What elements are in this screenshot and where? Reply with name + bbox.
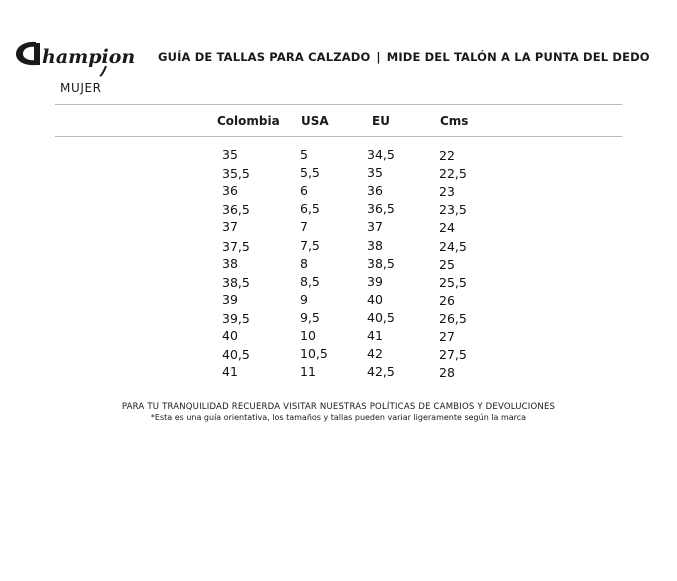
size-cell-eu: 39 [367, 273, 383, 289]
size-cell-usa: 9 [300, 291, 308, 307]
champion-logo-mark [14, 38, 146, 78]
size-cell-usa: 8,5 [300, 273, 320, 289]
size-cell-usa: 5 [300, 147, 308, 162]
size-cell-colombia: 40 [222, 328, 238, 343]
header-rule-bottom [55, 136, 622, 137]
guide-title-subtitle: MIDE DEL TALÓN A LA PUNTA DEL DEDO [386, 50, 650, 64]
size-cell-usa: 11 [300, 364, 316, 380]
size-cell-eu: 35 [367, 165, 383, 181]
size-cell-cms: 23 [439, 184, 455, 200]
policy-notice: PARA TU TRANQUILIDAD RECUERDA VISITAR NUESTRAS POLÍTICAS DE CAMBIOS Y DEVOLUCIONES [121, 402, 556, 412]
size-cell-eu: 42,5 [367, 364, 395, 380]
category-label: MUJER [60, 81, 102, 95]
size-cell-eu: 38 [367, 237, 383, 253]
size-cell-colombia: 36,5 [222, 202, 250, 218]
size-cell-cms: 25,5 [439, 274, 467, 290]
size-cell-cms: 24,5 [439, 238, 467, 254]
title-separator: | [376, 50, 381, 64]
size-cell-colombia: 36 [222, 183, 238, 199]
size-cell-colombia: 39,5 [222, 310, 250, 326]
size-cell-colombia: 35 [222, 147, 238, 162]
size-cell-cms: 27 [439, 329, 455, 344]
size-cell-usa: 9,5 [300, 309, 320, 325]
champion-logo [14, 38, 146, 78]
size-cell-eu: 37 [367, 219, 383, 235]
column-header-usa: USA [301, 114, 329, 128]
guide-title-main: GUÍA DE TALLAS PARA CALZADO [158, 50, 371, 64]
header-rule-top [55, 104, 622, 105]
size-cell-usa: 6,5 [300, 201, 320, 217]
size-cell-cms: 22 [439, 148, 455, 163]
size-cell-cms: 28 [439, 365, 455, 381]
size-cell-usa: 5,5 [300, 165, 320, 181]
size-cell-colombia: 40,5 [222, 347, 250, 363]
size-cell-colombia: 39 [222, 291, 238, 307]
size-cell-usa: 10 [300, 328, 316, 343]
column-header-colombia: Colombia [217, 114, 280, 128]
size-cell-cms: 22,5 [439, 166, 467, 182]
size-cell-usa: 7 [300, 219, 308, 235]
size-cell-usa: 8 [300, 255, 308, 271]
size-cell-eu: 34,5 [367, 147, 395, 162]
column-header-cms: Cms [440, 114, 469, 128]
size-cell-colombia: 38 [222, 255, 238, 271]
size-cell-usa: 7,5 [300, 237, 320, 253]
size-disclaimer: *Esta es una guía orientativa, los tamaños y tallas pueden variar ligeramente según la marca [150, 413, 527, 422]
size-cell-colombia: 35,5 [222, 166, 250, 182]
size-cell-eu: 36,5 [367, 201, 395, 217]
size-cell-eu: 41 [367, 328, 383, 343]
size-cell-cms: 23,5 [439, 202, 467, 218]
size-cell-colombia: 41 [222, 364, 238, 380]
svg-text:hampion: hampion [42, 46, 136, 68]
column-header-eu: EU [372, 114, 390, 128]
size-cell-eu: 38,5 [367, 255, 395, 271]
size-cell-eu: 36 [367, 183, 383, 199]
size-cell-eu: 40,5 [367, 309, 395, 325]
size-cell-eu: 42 [367, 346, 383, 362]
size-cell-cms: 24 [439, 220, 455, 236]
size-cell-cms: 27,5 [439, 347, 467, 363]
size-cell-eu: 40 [367, 291, 383, 307]
size-cell-colombia: 37,5 [222, 238, 250, 254]
size-cell-colombia: 38,5 [222, 274, 250, 290]
size-cell-cms: 26,5 [439, 310, 467, 326]
size-cell-usa: 10,5 [300, 346, 328, 362]
size-cell-cms: 26 [439, 292, 455, 308]
size-cell-usa: 6 [300, 183, 308, 199]
size-cell-cms: 25 [439, 256, 455, 272]
size-cell-colombia: 37 [222, 219, 238, 235]
guide-title [158, 50, 650, 64]
